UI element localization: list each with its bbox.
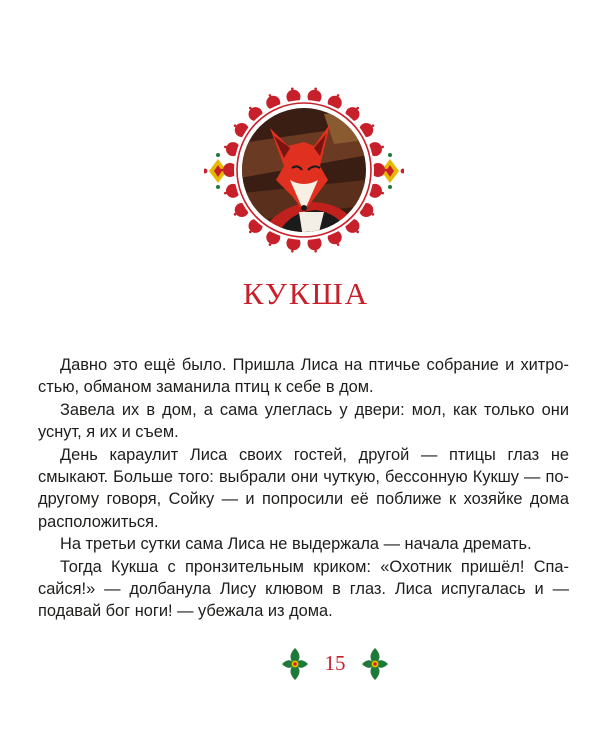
fox-portrait-icon: [204, 84, 404, 259]
story-paragraph-3: День караулит Лиса своих гостей, другой — птицы глаз не смыкают. Больше того: выбрали они чуткую, бессонную Кукшу — по-другому говоря, Сойку — и попросили её поближе к хозяйке дома расположиться.: [38, 445, 569, 531]
story-paragraph-1: Давно это ещё было. Пришла Лиса на птичье собрание и хитростью, обманом заманила птиц к себе в дом.: [38, 356, 569, 397]
story-paragraph-2: Завела их в дом, а сама улеглась у двери: мол, как только они уснут, я их и съем.: [38, 400, 569, 442]
story-paragraph-4: На третьи сутки сама Лиса не выдержала — начала дремать.: [60, 535, 532, 554]
chapter-title: КУКША: [242, 276, 370, 311]
story-text: [38, 354, 569, 623]
page-number: 15: [324, 651, 346, 675]
page-footer: [280, 646, 390, 682]
story-paragraph-5: Тогда Кукша с пронзительным криком: «Охотник пришёл! Спасайся!» — долбанула Лису клювом в глаз. Лиса испугалась и — подавай бог ноги! — убежала из дома.: [38, 557, 569, 621]
right-leaf-ornament-icon: [360, 646, 390, 682]
fox-medallion: [204, 84, 404, 259]
